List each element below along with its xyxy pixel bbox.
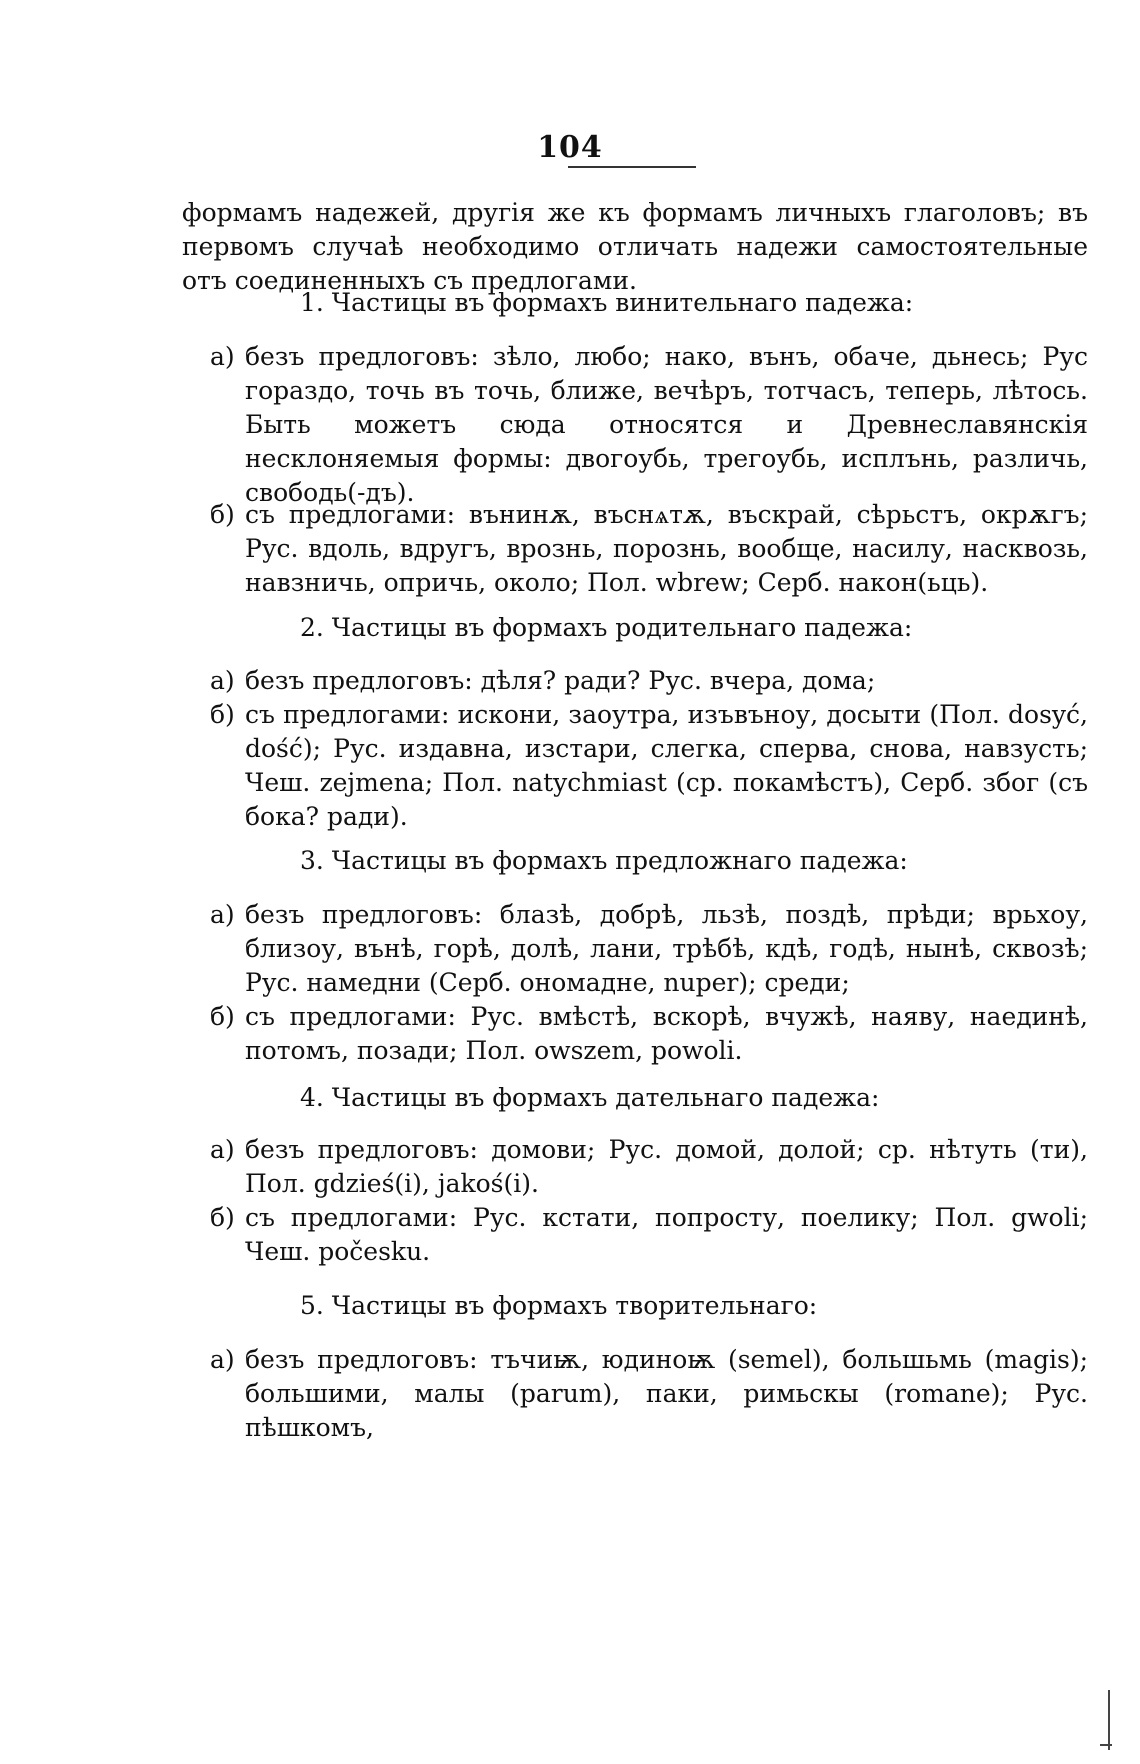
section-5-item-a-text: безъ предлоговъ: тъчиѭ, юдиноѭ (semel), большьмь (magis); большими, малы (parum), паки, римьскы (romane); Рус. пѣшкомъ, <box>245 1345 1088 1442</box>
page-number-underline <box>568 166 696 169</box>
section-3-item-a <box>210 898 1088 1000</box>
section-4-item-a-text: безъ предлоговъ: домови; Рус. домой, долой; ср. нѣтуть (ти), Пол. gdzieś(i), jakoś(i). <box>245 1135 1088 1198</box>
section-4-heading: 4. Частицы въ формахъ дательнаго падежа: <box>300 1083 880 1112</box>
section-4-item-a <box>210 1133 1088 1201</box>
section-1-heading: 1. Частицы въ формахъ винительнаго падежа: <box>300 288 914 317</box>
section-1-item-b <box>210 498 1088 600</box>
scan-corner-mark <box>1100 1744 1112 1746</box>
section-1-item-a-text: безъ предлоговъ: зѣло, любо; нако, вънъ, обаче, дьнесь; Рус гораздо, точь въ точь, ближе, вечѣръ, тотчасъ, теперь, лѣтось. Быть можетъ сюда относятся и Древнеславянскія несклоняемыя формы: двогоубь, трегоубь, исплънь, различь, свободь(-дъ). <box>245 342 1088 507</box>
section-1-item-a <box>210 340 1088 510</box>
scan-edge-mark <box>1108 1690 1110 1750</box>
section-2-item-a-label: а) <box>210 666 235 695</box>
section-4-item-b-label: б) <box>210 1203 235 1232</box>
page-number: 104 <box>537 130 603 165</box>
section-4-item-a-label: а) <box>210 1135 235 1164</box>
intro-paragraph: формамъ надежей, другія же къ формамъ личныхъ глаголовъ; въ первомъ случаѣ необходимо отличать надежи самостоятельные отъ соединенныхъ съ предлогами. <box>182 198 1088 295</box>
section-3-item-a-text: безъ предлоговъ: блазѣ, добрѣ, льзѣ, поздѣ, прѣди; врьхоу, близоу, вънѣ, горѣ, долѣ, лани, трѣбѣ, кдѣ, годѣ, нынѣ, сквозѣ; Рус. намедни (Серб. ономадне, nuper); среди; <box>245 900 1088 997</box>
section-1-item-b-text: съ предлогами: вънинѫ, въснѧтѫ, въскрай, сѣрьстъ, окрѫгъ; Рус. вдоль, вдругъ, врознь, порознь, вообще, насилу, насквозь, навзничь, опричь, около; Пол. wbrew; Серб. након(ьць). <box>245 500 1088 597</box>
section-5-heading: 5. Частицы въ формахъ творительнаго: <box>300 1291 818 1320</box>
section-2-heading: 2. Частицы въ формахъ родительнаго падежа: <box>300 613 913 642</box>
section-3-item-a-label: а) <box>210 900 235 929</box>
section-3-item-b-label: б) <box>210 1002 235 1031</box>
section-2-item-a <box>210 664 1088 698</box>
section-3-heading: 3. Частицы въ формахъ предложнаго падежа: <box>300 846 908 875</box>
section-3-item-b-text: съ предлогами: Рус. вмѣстѣ, вскорѣ, вчужѣ, наяву, наединѣ, потомъ, позади; Пол. owszem, powoli. <box>245 1002 1088 1065</box>
section-2-item-b <box>210 698 1088 834</box>
section-2-item-b-label: б) <box>210 700 235 729</box>
section-5-item-a <box>210 1343 1088 1445</box>
section-1-item-b-label: б) <box>210 500 235 529</box>
section-4-item-b <box>210 1201 1088 1269</box>
section-5-item-a-label: а) <box>210 1345 235 1374</box>
section-2-item-b-text: съ предлогами: искони, заоутра, изъвъноу, досыти (Пол. dosyć, dość); Рус. издавна, изстари, слегка, сперва, снова, навзусть; Чеш. zejmena; Пол. natychmiast (ср. покамѣстъ), Серб. због (съ бока? ради). <box>245 700 1088 831</box>
section-4-item-b-text: съ предлогами: Рус. кстати, попросту, поелику; Пол. gwoli; Чеш. počesku. <box>245 1203 1088 1266</box>
section-1-item-a-label: a) <box>210 342 235 371</box>
section-2-item-a-text: безъ предлоговъ: дѣля? ради? Рус. вчера, дома; <box>245 666 876 695</box>
section-3-item-b <box>210 1000 1088 1068</box>
